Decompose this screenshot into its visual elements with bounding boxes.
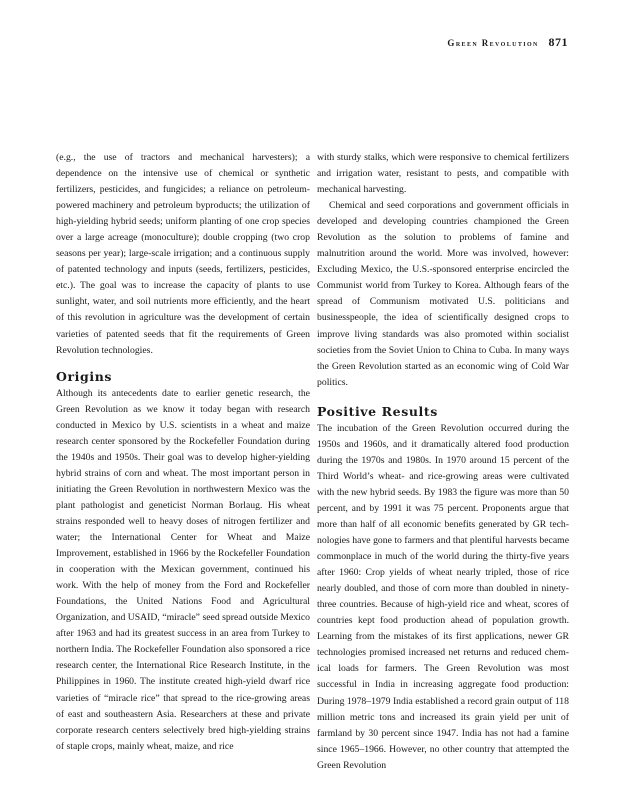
right-column: [317, 150, 569, 774]
running-head-title: Green Revolution: [447, 38, 539, 48]
body-paragraph: Although its antecedents date to earlier genetic research, the Green Revolution as we know it today began with research conducted in Mexico by U.S. scientists in a wheat and maize research center sponsored by the Rockefeller Foundation during the 1940s and 1950s. Their goal was to develop higher-yielding hybrid strains of corn and wheat. The most important person in initiating the Green Revolution in northwestern Mexico was the plant pathologist and geneticist Norman Borlaug. His wheat strains responded well to heavy doses of nitrogen fertilizer and water; the International Center for Wheat and Maize Improvement, established in 1966 by the Rockefeller Foundation in cooperation with the Mexican government, continued his work. With the help of money from the Ford and Rockefeller Foundations, the United Nations Food and Agricultural Organization, and USAID, “miracle” seed spread outside Mexico after 1963 and had its greatest success in an area from Turkey to northern India. The Rockefeller Foundation also sponsored a rice research center, the International Rice Research Institute, in the Philippines in 1960. The institute created high-yield dwarf rice varieties of “miracle rice” that spread to the rice-growing areas of east and southeastern Asia. Researchers at these and private corporate research centers selectively bred high-yielding strains of staple crops, mainly wheat, maize, and rice: [56, 387, 310, 752]
body-paragraph: Chemical and seed corporations and government officials in developed and developing countries championed the Green Revolution as the solution to problems of famine and malnutrition around the world. More was involved, however: Excluding Mexico, the U.S.-sponsored enterprise encircled the Communist world from Turkey to Korea. Although fears of the spread of Communism motivated U.S. politicians and businesspeople, the idea of scientifically designed crops to improve living standards was also promoted within socialist societies from the Soviet Union to China to Cuba. In many ways the Green Revolution started as an economic wing of Cold War politics.: [317, 200, 569, 388]
section-heading-origins: Origins: [56, 368, 113, 384]
left-column: [56, 150, 310, 755]
body-paragraph: (e.g., the use of tractors and mechanical harvesters); a dependence on the intensive use of chemical or synthetic fertilizers, pesticides, and fungicides; a reliance on petroleum-powered machinery and petroleum byproducts; the utilization of high-yielding hybrid seeds; uniform planting of one crop species over a large acreage (monoculture); double cropping (two crop seasons per year); large-scale irrigation; and a continuous supply of patented technology and inputs (seeds, fertilizers, pesticides, etc.). The goal was to increase the capacity of plants to use sunlight, water, and soil nutrients more efficiently, and the heart of this revolution in agriculture was the development of certain varieties of patented seeds that fit the requirements of Green Revolution technologies.: [56, 152, 310, 356]
page-number: 871: [548, 35, 568, 49]
body-paragraph: The incubation of the Green Revolution occurred during the 1950s and 1960s, and it dramatically altered food production during the 1970s and 1980s. In 1970 around 15 percent of the Third World’s wheat- and rice-growing areas were cultivated with the new hybrid seeds. By 1983 the figure was more than 50 percent, and by 1991 it was 75 percent. Proponents argue that more than half of all economic benefits generated by GR technologies have gone to farmers and that plentiful harvests became commonplace in much of the world during the thirty-five years after 1960: Crop yields of wheat nearly tripled, those of rice nearly doubled, and those of corn more than doubled in ninety-three countries. Because of high-yield rice and wheat, scores of countries kept food production ahead of population growth. Learning from the mistakes of its first applications, newer GR technologies promised increased net returns and reduced chemical loads for farmers. The Green Revolution was most successful in India in increasing aggregate food production: During 1978–1979 India established a record grain output of 118 million metric tons and increased its grain yield per unit of farmland by 30 percent since 1947. India has not had a famine since 1965–1966. However, no other country that attempted the Green Revolution: [317, 422, 569, 771]
running-head: [447, 35, 568, 50]
body-paragraph: with sturdy stalks, which were responsive to chemical fertilizers and irrigation water, resistant to pests, and compatible with mechanical harvesting.: [317, 152, 569, 196]
section-heading-positive-results: Positive Results: [317, 403, 438, 419]
